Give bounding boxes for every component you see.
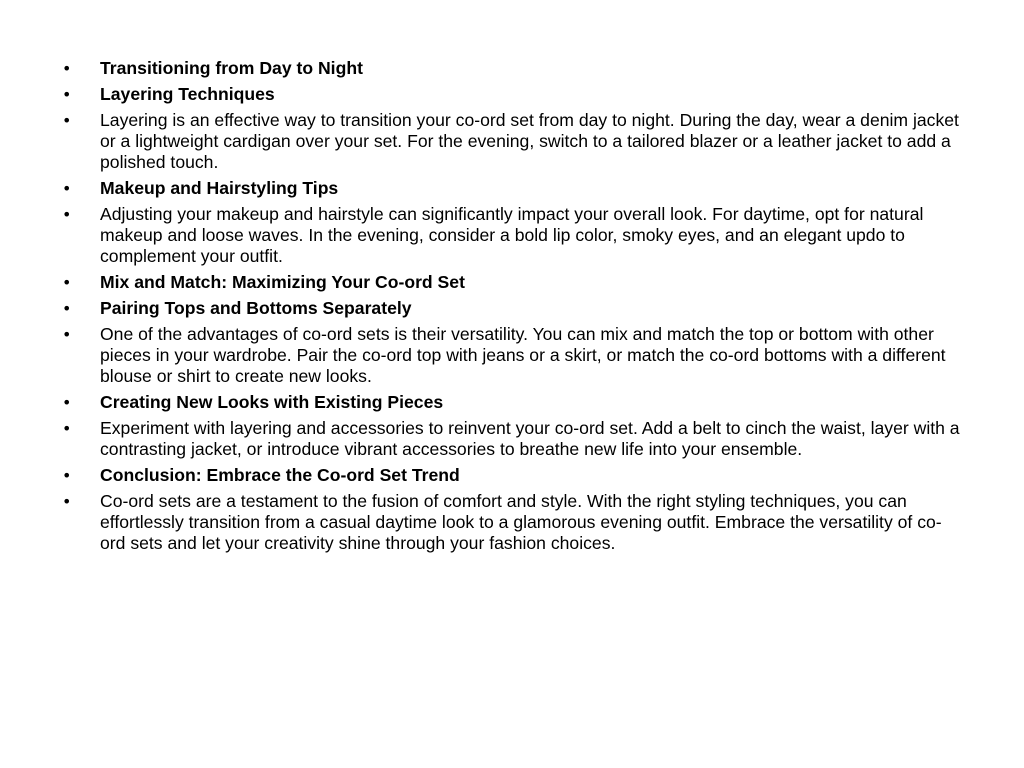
heading-item-makeup bbox=[62, 178, 962, 199]
heading-text: Mix and Match: Maximizing Your Co-ord Set bbox=[100, 272, 465, 292]
paragraph-item-conclusion bbox=[62, 491, 962, 554]
heading-item-new-looks bbox=[62, 392, 962, 413]
paragraph-item-new-looks bbox=[62, 418, 962, 460]
bullet-list bbox=[62, 58, 962, 559]
bullet-icon: • bbox=[62, 59, 72, 78]
heading-text: Creating New Looks with Existing Pieces bbox=[100, 392, 444, 412]
paragraph-item-layering bbox=[62, 110, 962, 173]
heading-item-day-to-night bbox=[62, 58, 962, 79]
paragraph-text: Experiment with layering and accessories to reinvent your co-ord set. Add a belt to cinch the waist, layer with a contrasting jacket, or introduce vibrant accessories to breathe new life into your ensemble. bbox=[100, 418, 960, 459]
heading-text: Transitioning from Day to Night bbox=[100, 58, 363, 78]
paragraph-text: Adjusting your makeup and hairstyle can significantly impact your overall look. For daytime, opt for natural makeup and loose waves. In the evening, consider a bold lip color, smoky eyes, and an elegant updo to complement your outfit. bbox=[100, 204, 924, 266]
heading-item-layering bbox=[62, 84, 962, 105]
heading-text: Pairing Tops and Bottoms Separately bbox=[100, 298, 412, 318]
heading-item-conclusion bbox=[62, 465, 962, 486]
heading-text: Layering Techniques bbox=[100, 84, 275, 104]
bullet-icon: • bbox=[62, 466, 72, 485]
paragraph-text: One of the advantages of co-ord sets is their versatility. You can mix and match the top or bottom with other pieces in your wardrobe. Pair the co-ord top with jeans or a skirt, or match the co-ord bottoms with a different blouse or shirt to create new looks. bbox=[100, 324, 946, 386]
bullet-icon: • bbox=[62, 299, 72, 318]
bullet-icon: • bbox=[62, 273, 72, 292]
bullet-icon: • bbox=[62, 419, 72, 438]
paragraph-item-pairing bbox=[62, 324, 962, 387]
bullet-icon: • bbox=[62, 325, 72, 344]
bullet-icon: • bbox=[62, 179, 72, 198]
bullet-icon: • bbox=[62, 85, 72, 104]
heading-item-pairing bbox=[62, 298, 962, 319]
bullet-icon: • bbox=[62, 393, 72, 412]
bullet-icon: • bbox=[62, 111, 72, 130]
bullet-icon: • bbox=[62, 492, 72, 511]
heading-text: Conclusion: Embrace the Co-ord Set Trend bbox=[100, 465, 460, 485]
heading-text: Makeup and Hairstyling Tips bbox=[100, 178, 339, 198]
bullet-icon: • bbox=[62, 205, 72, 224]
heading-item-mix-match bbox=[62, 272, 962, 293]
paragraph-text: Layering is an effective way to transition your co-ord set from day to night. During the day, wear a denim jacket or a lightweight cardigan over your set. For the evening, switch to a tailored blazer or a leather jacket to add a polished touch. bbox=[100, 110, 959, 172]
paragraph-text: Co-ord sets are a testament to the fusion of comfort and style. With the right styling techniques, you can effortlessly transition from a casual daytime look to a glamorous evening outfit. Embrace the versatility of co-ord sets and let your creativity shine through your fashion choices. bbox=[100, 491, 942, 553]
paragraph-item-makeup bbox=[62, 204, 962, 267]
